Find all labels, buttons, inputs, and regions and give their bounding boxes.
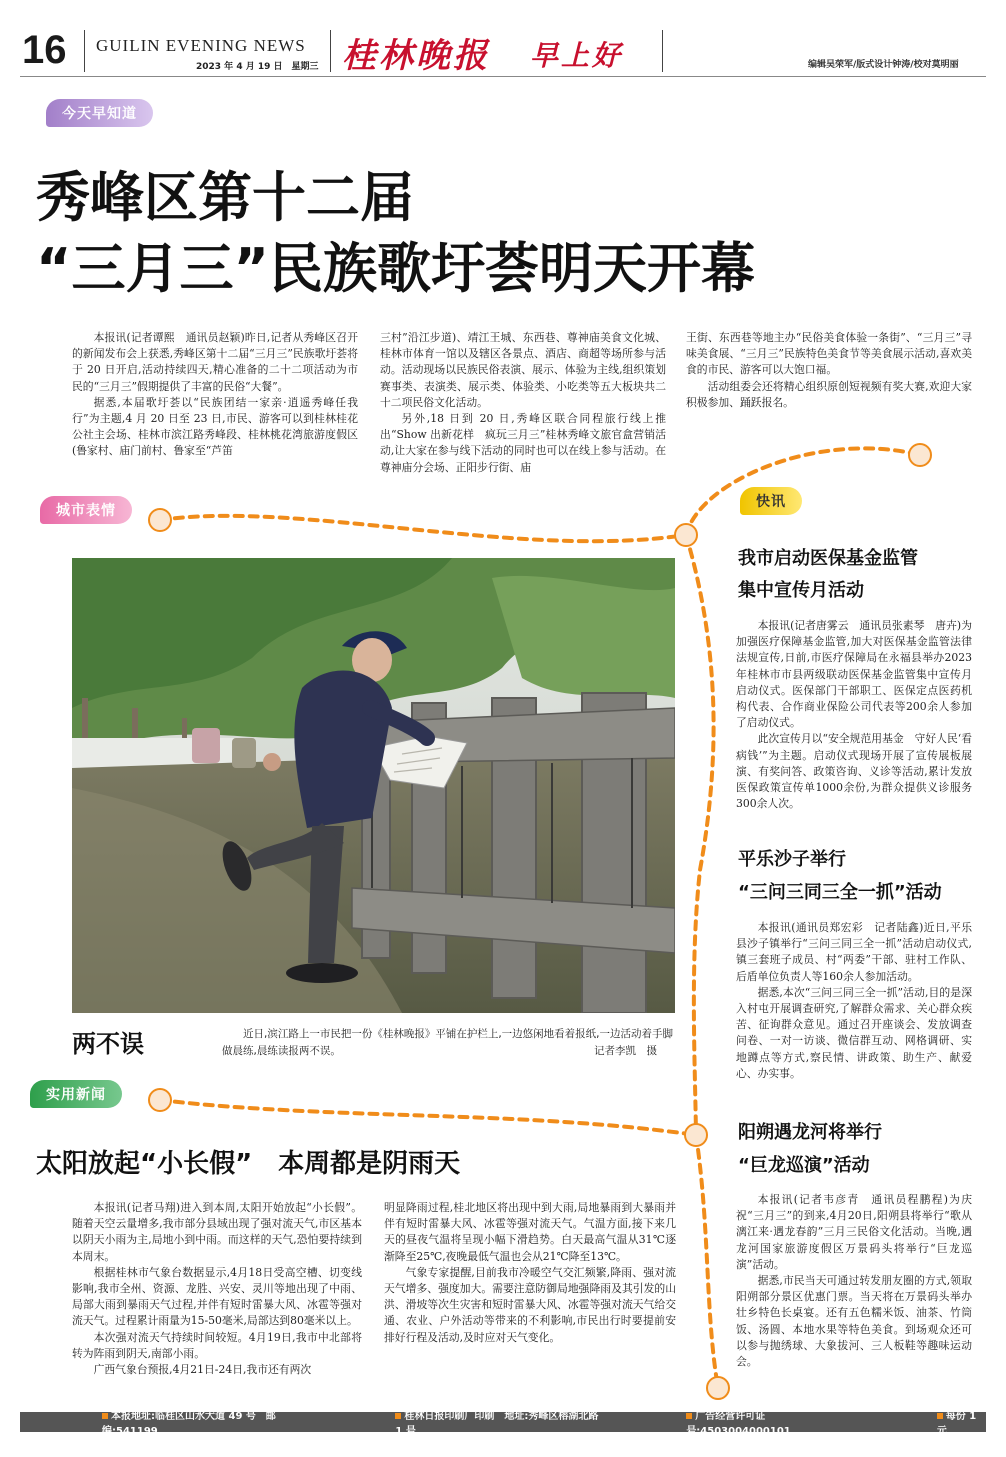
main-headline-line1: 秀峰区第十二届 [36,166,414,229]
section-tag-practical-news: 实用新闻 [30,1080,122,1108]
article-paragraph: 气象专家提醒,目前我市冷暖空气交汇频繁,降雨、强对流天气增多、强度加大。需要注意防御局地强降雨及其引发的山洪、滑坡等次生灾害和短时雷暴大风、冰雹等强对流天气给交通、农业、户外活动等带来的不利影响,市民出行时要提前安排好行程及活动,及时应对天气变化。 [384,1265,676,1344]
page-number: 16 [22,28,67,72]
article-column [72,1200,362,1378]
photo-caption [222,1026,677,1060]
weather-headline: 太阳放起“小长假” 本周都是阴雨天 [36,1149,461,1179]
brief-headline-1a: 我市启动医保基金监管 [738,548,918,569]
article-paragraph: 本报讯(记者唐雾云 通讯员张素琴 唐卉)为加强医疗保障基金监管,加大对医保基金监管法律法规宣传,日前,市医疗保障局在永福县举办2023年桂林市市县两级联动医保基金监管集中宣传月启动仪式。医保部门干部职工、医保定点医药机构代表、合作商业保险公司代表等200余人参加了启动仪式。 [736,619,972,730]
article-paragraph: 据悉,市民当天可通过转发朋友圈的方式,领取阳朔部分景区优惠门票。当天将在万景码头举办壮乡特色长桌宴。还有五色糯米饭、油茶、竹筒饭、汤圆、本地水果等特色美食。到场观众还可以参与抛绣球、大象拔河、三人板鞋等趣味运动会。 [736,1274,972,1369]
article-paragraph: 另外,18 日到 20 日,秀峰区联合同程旅行线上推出“Show 出新花样 疯玩三月三”桂林秀峰文旅官盒营销活动,让大家在参与线下活动的同时也可以在线上参与活动。在尊神庙分会场、正阳步行街、庙 [380,412,666,474]
article-column [686,330,972,411]
article-paragraph: 广西气象台预报,4月21日-24日,我市还有两次 [93,1363,312,1377]
masthead-english-name: GUILIN EVENING NEWS [96,36,306,55]
bullet-square-icon [395,1413,401,1419]
brief-article-1 [736,618,972,812]
section-tag-today: 今天早知道 [46,99,153,127]
bullet-square-icon [102,1413,108,1419]
article-paragraph: 王街、东西巷等地主办“民俗美食体验一条街”、“三月三”寻味美食展、“三月三”民族特色美食节等美食展示活动,喜欢美食的市民、游客可以大饱口福。 [686,331,972,377]
main-headline-line2: “三月三”民族歌圩荟明天开幕 [36,237,755,300]
brief-headline-3a: 阳朔遇龙河将举行 [738,1122,882,1143]
brief-article-3 [736,1192,972,1370]
article-paragraph: 根据桂林市气象台数据显示,4月18日受高空槽、切变线影响,我市全州、资源、龙胜、兴安、灵川等地出现了中雨、局部大雨到暴雨天气过程,并伴有短时雷暴大风、冰雹等强对流天气。过程累计雨量为15-50毫米,局部达到80毫米以上。 [72,1265,362,1328]
bullet-square-icon [937,1413,943,1419]
article-paragraph: 本报讯(记者韦彦青 通讯员程鹏程)为庆祝“三月三”的到来,4月20日,阳朔县将举行“歌从漓江来·遇龙春韵”三月三民俗文化活动。当晚,遇龙河国家旅游度假区万景码头将举行“巨龙巡演”活动。 [736,1193,972,1271]
article-column [384,1200,676,1346]
editor-credits: 编辑吴荣军/版式设计钟涛/校对莫明丽 [808,60,959,70]
brief-headline-2a: 平乐沙子举行 [738,849,846,870]
brief-article-2 [736,920,972,1082]
article-paragraph: 三村”沿江步道)、靖江王城、东西巷、尊神庙美食文化城、桂林市体育一馆以及辖区各景点、酒店、商超等场所参与活动。活动现场以民族民俗表演、展示、体验为主线,组织策划赛事类、表演类、展示类、体验类、小吃类等五大板块共二十二项民俗文化活动。 [380,331,666,409]
footer-item: 桂林日报印刷厂印刷 地址:秀峰区榕湖北路 1 号 [395,1411,599,1437]
section-tag-city: 城市表情 [40,496,132,524]
footer-item: 广告经营许可证号:4503004000101 [686,1411,791,1437]
section-tag-quick-news: 快讯 [740,487,802,515]
article-column [380,330,666,476]
news-photo [72,558,675,1013]
article-column [72,330,358,460]
article-paragraph: 活动组委会还将精心组织原创短视频有奖大赛,欢迎大家积极参加、踊跃报名。 [686,379,972,409]
article-paragraph: 明显降雨过程,桂北地区将出现中到大雨,局地暴雨到大暴雨并伴有短时雷暴大风、冰雹等强对流天气。气温方面,接下来几天的昼夜气温将呈现小幅下滑趋势。白天最高气温从31℃逐渐降至25℃,夜晚最低气温也会从21℃降至13℃。 [384,1201,676,1263]
article-paragraph: 据悉,本次“三问三同三全一抓”活动,目的是深入村屯开展调查研究,了解群众需求、关心群众疾苦、征询群众意见。通过召开座谈会、发放调查问卷、一对一访谈、微信群互动、网格调研、实地蹲点等方式,察民情、讲政策、助生产、献爱心、办实事。 [736,985,972,1080]
article-paragraph: 此次宣传月以“安全规范用基金 守好人民‘看病钱’”为主题。启动仪式现场开展了宣传展板展演、有奖问答、政策咨询、义诊等活动,累计发放医保政策宣传单1000余份,为群众提供义诊服务300余人次。 [736,732,972,811]
article-paragraph: 据悉,本届歌圩荟以“民族团结一家亲·逍遥秀峰任我行”为主题,4 月 20 日至 23 日,市民、游客可以到桂林桂花公社主会场、桂林市滨江路秀峰段、桂林桃花湾旅游度假区(鲁家村、庙门前村、鲁家至“芦笛 [72,395,358,458]
photo-title: 两不误 [72,1030,144,1058]
footer-bar [20,1411,986,1437]
masthead-date: 2023 年 4 月 19 日 星期三 [196,62,319,72]
section-title: 早上好 [530,39,624,72]
brief-headline-3b: “巨龙巡演”活动 [738,1155,870,1176]
bullet-square-icon [686,1413,692,1419]
newspaper-logo: 桂林晚报 [342,36,490,76]
article-paragraph: 本报讯(通讯员郑宏彩 记者陆鑫)近日,平乐县沙子镇举行“三问三同三全一抓”活动启动仪式,镇三套班子成员、村“两委”干部、驻村工作队、后盾单位负责人等160余人参加活动。 [736,921,972,983]
photo-credit: 记者李凯 摄 [594,1045,657,1057]
footer-item: 每份 1 元 [936,1411,977,1437]
brief-headline-2b: “三问三同三全一抓”活动 [738,882,942,903]
article-paragraph: 本次强对流天气持续时间较短。4月19日,我市中北部将转为阵雨到阴天,南部小雨。 [72,1330,362,1360]
article-paragraph: 本报讯(记者谭熙 通讯员赵颖)昨日,记者从秀峰区召开的新闻发布会上获悉,秀峰区第十二届“三月三”民族歌圩荟将于 20 日开启,活动持续四天,精心准备的二十二项活动为市民的“三月三”假期提供了丰富的民俗“大餐”。 [72,331,358,393]
brief-headline-1b: 集中宣传月活动 [738,580,864,601]
article-paragraph: 本报讯(记者马翔)进入到本周,太阳开始放起“小长假”。随着天空云量增多,我市部分县域出现了强对流天气,市区基本以阴天小雨为主,局地小到中雨。而这样的天气,恐怕要持续到本周末。 [72,1201,362,1263]
footer-item: 本报地址:临桂区山水大道 49 号 邮编:541199 [102,1411,276,1437]
photo-caption-text: 近日,滨江路上一市民把一份《桂林晚报》平铺在护栏上,一边悠闲地看着报纸,一边活动着手脚做晨练,晨练读报两不误。 [222,1028,674,1057]
